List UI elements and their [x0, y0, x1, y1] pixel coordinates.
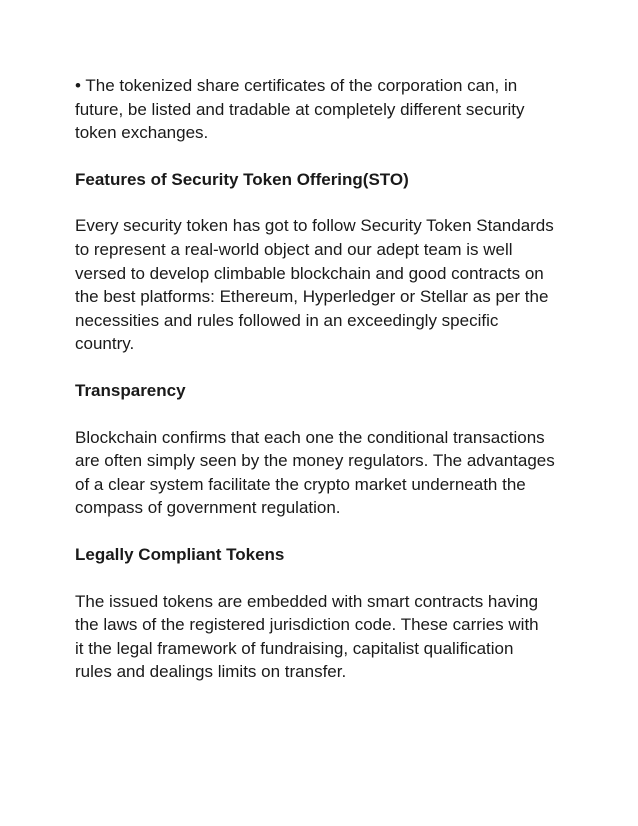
transparency-paragraph: [75, 426, 575, 520]
text-line: token exchanges.: [75, 123, 209, 143]
text-line: future, be listed and tradable at completely different security: [75, 99, 525, 119]
text-line: are often simply seen by the money regulators. The advantages: [75, 451, 555, 471]
legally-compliant-paragraph: [75, 590, 575, 684]
text-line: rules and dealings limits on transfer.: [75, 662, 347, 682]
text-line: it the legal framework of fundraising, capitalist qualification: [75, 638, 514, 658]
text-line: of a clear system facilitate the crypto market underneath the: [75, 474, 526, 494]
text-line: compass of government regulation.: [75, 498, 341, 518]
text-line: country.: [75, 334, 135, 354]
text-line: Every security token has got to follow Security Token Standards: [75, 216, 554, 236]
text-line: the best platforms: Ethereum, Hyperledger or Stellar as per the: [75, 287, 549, 307]
text-line: The issued tokens are embedded with smart contracts having: [75, 591, 539, 611]
features-paragraph: [75, 214, 575, 356]
text-line: necessities and rules followed in an exceedingly specific: [75, 310, 499, 330]
document-page: [75, 74, 575, 707]
text-line: versed to develop climbable blockchain and good contracts on: [75, 263, 544, 283]
section-heading-features: Features of Security Token Offering(STO): [75, 169, 409, 189]
text-line: • The tokenized share certificates of the corporation can, in: [75, 76, 518, 95]
section-heading-transparency: Transparency: [75, 380, 186, 400]
text-line: Blockchain confirms that each one the conditional transactions: [75, 427, 545, 447]
text-line: to represent a real-world object and our adept team is well: [75, 239, 513, 259]
section-heading-legally-compliant: Legally Compliant Tokens: [75, 544, 285, 564]
text-line: the laws of the registered jurisdiction code. These carries with: [75, 615, 539, 635]
intro-paragraph: [75, 74, 575, 145]
